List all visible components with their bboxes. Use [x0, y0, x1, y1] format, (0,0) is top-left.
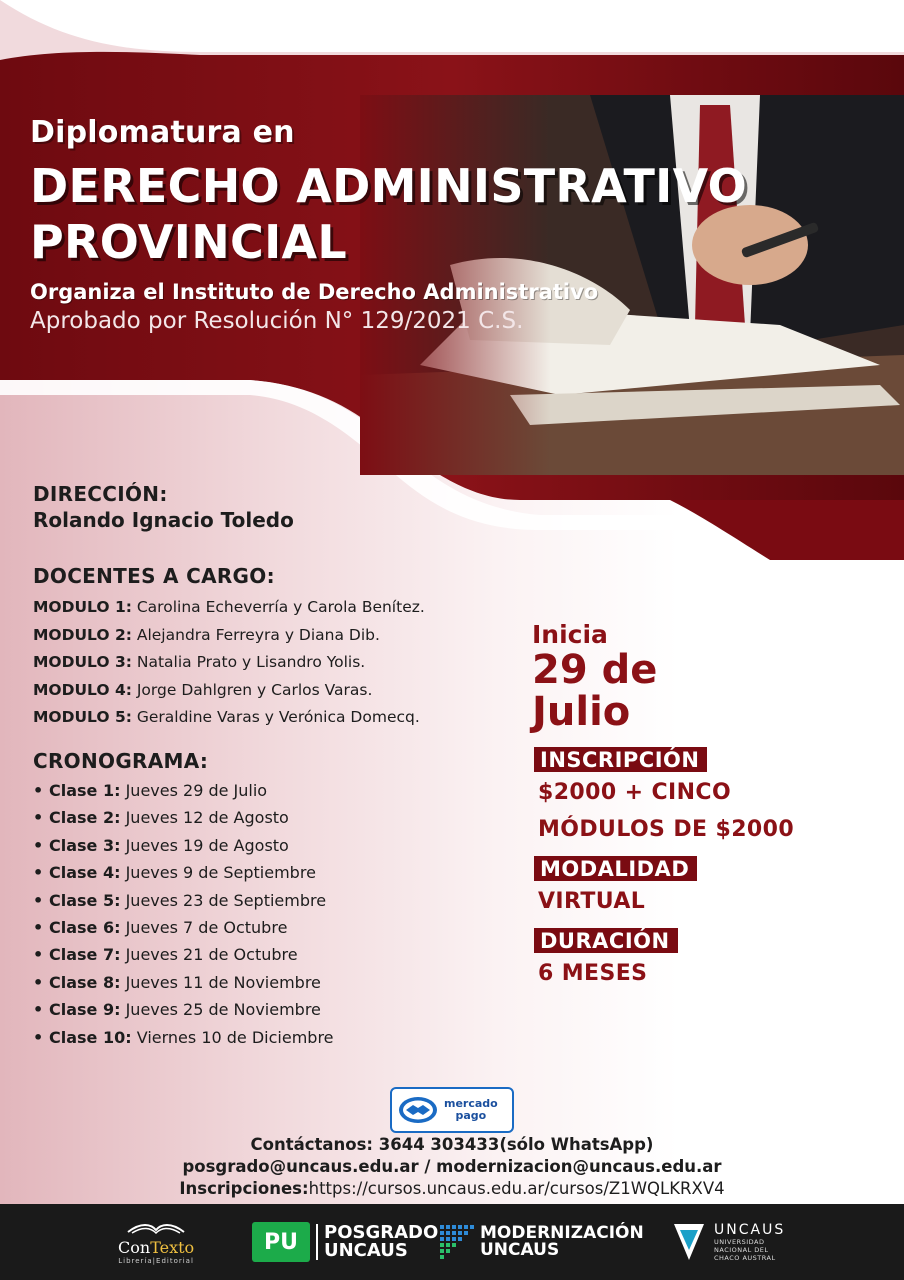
handshake-icon	[398, 1095, 438, 1125]
list-item: • Clase 7: Jueves 21 de Octubre	[33, 945, 298, 965]
duracion-block	[532, 928, 794, 992]
duracion-tag: DURACIÓN	[534, 928, 678, 953]
list-item: MODULO 3: Natalia Prato y Lisandro Yolis.	[33, 653, 366, 671]
uncaus-shield-icon	[672, 1222, 706, 1262]
program-title	[30, 158, 747, 270]
list-item: MODULO 4: Jorge Dahlgren y Carlos Varas.	[33, 680, 373, 699]
list-item: MODULO 1: Carolina Echeverría y Carola Benítez.	[33, 598, 425, 616]
inscripciones-url[interactable]: https://cursos.uncaus.edu.ar/cursos/Z1WQLKRXV4	[308, 1179, 725, 1198]
mercado-pago-badge	[390, 1087, 514, 1133]
cronograma-section	[33, 749, 334, 1051]
list-item: • Clase 2: Jueves 12 de Agosto	[33, 808, 289, 828]
inscripcion-price-line2: MÓDULOS DE $2000	[538, 817, 795, 842]
start-label: Inicia	[532, 620, 608, 649]
program-title-line2: PROVINCIAL	[30, 215, 348, 269]
list-item: • Clase 5: Jueves 23 de Septiembre	[33, 890, 327, 910]
footer-logos	[0, 1204, 904, 1280]
direccion-name: Rolando Ignacio Toledo	[33, 508, 294, 532]
posgrado-uncaus-logo: PU POSGRADO UNCAUS	[252, 1204, 438, 1280]
mercado-pago-label: mercado pago	[444, 1097, 498, 1122]
contact-block	[0, 1134, 904, 1200]
cronograma-list	[33, 777, 334, 1051]
modernizacion-uncaus-logo: MODERNIZACIÓN UNCAUS	[440, 1204, 644, 1280]
list-item: • Clase 6: Jueves 7 de Octubre	[33, 918, 288, 938]
open-book-icon	[126, 1220, 186, 1234]
list-item: • Clase 4: Jueves 9 de Septiembre	[33, 863, 316, 883]
inscripcion-price-line1: $2000 + CINCO	[538, 780, 732, 805]
graduation-cap-icon: PU	[252, 1222, 310, 1262]
direccion-section	[33, 482, 294, 532]
list-item: • Clase 9: Jueves 25 de Noviembre	[33, 1000, 321, 1020]
list-item: MODULO 2: Alejandra Ferreyra y Diana Dib.	[33, 625, 380, 644]
docentes-list	[33, 594, 425, 732]
organizer: Organiza el Instituto de Derecho Administrativo	[30, 280, 599, 304]
start-date-line2: Julio	[532, 689, 631, 735]
docentes-section	[33, 564, 425, 732]
start-date-line1: 29 de	[532, 647, 658, 693]
cronograma-title: CRONOGRAMA:	[33, 749, 209, 773]
program-title-line1: DERECHO ADMINISTRATIVO	[30, 159, 748, 213]
start-date	[532, 649, 794, 733]
direccion-title: DIRECCIÓN:	[33, 482, 168, 506]
list-item: MODULO 5: Geraldine Varas y Verónica Domecq.	[33, 708, 420, 726]
uncaus-logo: UNCAUS UNIVERSIDAD NACIONAL DEL CHACO AUSTRAL	[672, 1204, 785, 1280]
contact-phone: Contáctanos: 3644 303433(sólo WhatsApp)	[250, 1135, 654, 1154]
program-type: Diplomatura en	[30, 115, 295, 150]
modalidad-block	[532, 856, 794, 920]
course-info	[532, 620, 794, 992]
modalidad-tag: MODALIDAD	[534, 856, 697, 881]
list-item: • Clase 10: Viernes 10 de Diciembre	[33, 1027, 334, 1047]
list-item: • Clase 1: Jueves 29 de Julio	[33, 781, 268, 800]
dot-grid-icon	[440, 1225, 474, 1259]
modalidad-value: VIRTUAL	[538, 889, 646, 914]
docentes-title: DOCENTES A CARGO:	[33, 564, 275, 588]
hero-block	[30, 115, 747, 334]
inscripcion-tag: INSCRIPCIÓN	[534, 747, 707, 772]
contact-emails: posgrado@uncaus.edu.ar / modernizacion@uncaus.edu.ar	[182, 1157, 722, 1176]
list-item: • Clase 3: Jueves 19 de Agosto	[33, 835, 289, 855]
resolution: Aprobado por Resolución N° 129/2021 C.S.	[30, 308, 524, 334]
contact-inscripciones: Inscripciones:https://cursos.uncaus.edu.ar/cursos/Z1WQLKRXV4	[179, 1179, 725, 1198]
contexto-logo: ConTexto Librería|Editorial	[118, 1204, 194, 1280]
duracion-value: 6 MESES	[538, 961, 648, 986]
inscripcion-block	[532, 747, 794, 848]
list-item: • Clase 8: Jueves 11 de Noviembre	[33, 972, 321, 992]
